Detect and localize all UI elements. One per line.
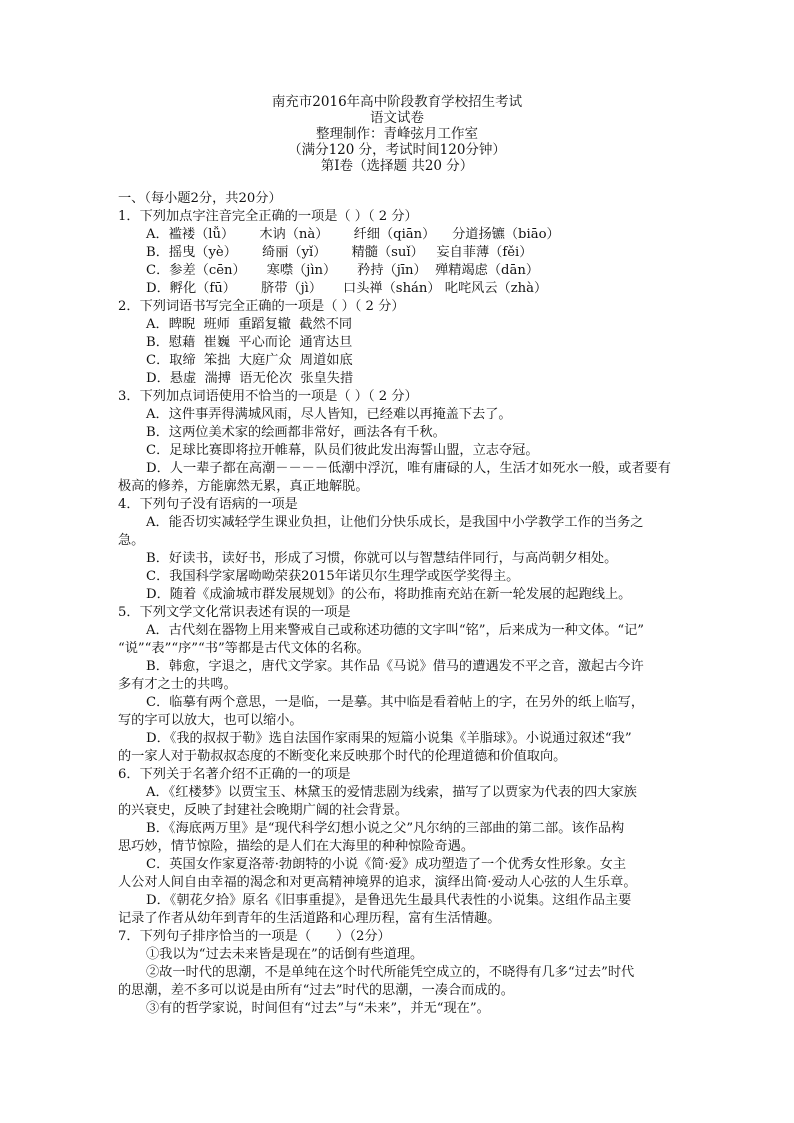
q7-sentence-1: ①我以为“过去未来皆是现在”的话倒有些道理。 [146, 947, 424, 962]
q4-option-d: D．随着《成渝城市群发展规划》的公布，将助推南充站在新一轮发展的起跑线上。 [146, 587, 632, 602]
q3-option-d-cont: 极高的修养，方能廓然无累，真正地解脱。 [118, 479, 369, 494]
q3-option-c: C．足球比赛即将拉开帷幕，队员们彼此发出海誓山盟，立志夺冠。 [146, 443, 539, 458]
q1-option-c: C．参差（cēn） 寒噤（jìn） 矜持（jīn） 殚精竭虑（dān） [146, 263, 540, 278]
q2-option-d: D．悬虚 湍搏 语无伦次 张皇失措 [146, 371, 354, 386]
q7-sentence-3: ③有的哲学家说，时间但有“过去”与“未来”，并无“现在”。 [146, 1001, 490, 1016]
q3-option-a: A．这件事弄得满城风雨，尽人皆知，已经难以再掩盖下去了。 [146, 407, 512, 422]
q6-option-c-cont: 人公对人间自由幸福的渴念和对更高精神境界的追求，演绎出简·爱动人心弦的人生乐章。 [118, 875, 637, 890]
q5-option-d: D．《我的叔叔于勒》选自法国作家雨果的短篇小说集《羊脂球》。小说通过叙述“我” [146, 731, 632, 746]
q3-option-d: D．人一辈子都在高潮－－－－低潮中浮沉，唯有庸碌的人，生活才如死水一般，或者要有 [146, 461, 671, 476]
exam-producer: 整理制作：青峰弦月工作室 [316, 126, 478, 142]
q6-option-b-cont: 思巧妙，情节惊险，描绘的是人们在大海里的种种惊险奇遇。 [118, 839, 475, 854]
q2-option-b: B．慰藉 崔巍 平心而论 通宵达旦 [146, 335, 353, 350]
q6-option-d-cont: 记录了作者从幼年到青年的生活道路和心理历程，富有生活情趣。 [118, 911, 501, 926]
exam-subject: 语文试卷 [370, 110, 424, 126]
q5-option-a-cont: “说”“表”“序”“书”等都是古代文体的名称。 [118, 641, 370, 656]
q3-option-b: B．这两位美术家的绘画都非常好，画法各有千秋。 [146, 425, 446, 440]
q6-option-a-cont: 的兴衰史，反映了封建社会晚期广阔的社会背景。 [118, 803, 409, 818]
q5-option-c: C．临摹有两个意思，一是临，一是摹。其中临是看着帖上的字，在另外的纸上临写， [146, 695, 645, 710]
exam-part: 第Ⅰ卷（选择题 共20 分） [320, 158, 474, 174]
q6-option-d: D．《朝花夕拾》原名《旧事重提》，是鲁迅先生最具代表性的小说集。这组作品主要 [146, 893, 632, 908]
q7-sentence-2: ②故一时代的思潮，不是单纯在这个时代所能凭空成立的，不晓得有几多“过去”时代 [146, 965, 635, 980]
question-5: 5．下列文学文化常识表述有误的一项是 [118, 605, 351, 620]
q7-sentence-2-cont: 的思潮，差不多可以说是由所有“过去”时代的思潮，一凑合而成的。 [118, 983, 514, 998]
exam-header [0, 94, 794, 174]
q4-option-a: A．能否切实减轻学生课业负担，让他们分快乐成长，是我国中小学教学工作的当务之 [146, 515, 644, 530]
question-3: 3．下列加点词语使用不恰当的一项是（ ）（ 2 分） [118, 389, 418, 404]
q1-option-a: A．褴褛（lǚ） 木讷（nà） 纤细（qiān） 分道扬镳（biāo） [146, 227, 560, 242]
q5-option-c-cont: 写的字可以放大，也可以缩小。 [118, 713, 303, 728]
q5-option-b-cont: 多有才之士的共鸣。 [118, 677, 237, 692]
q4-option-a-cont: 急。 [118, 533, 145, 548]
question-7: 7．下列句子排序恰当的一项是（ ）（2分） [118, 929, 391, 944]
q5-option-d-cont: 的一家人对于勒叔叔态度的不断变化来反映那个时代的伦理道德和价值取向。 [118, 749, 567, 764]
question-2: 2．下列词语书写完全正确的一项是（ ）（ 2 分） [118, 299, 405, 314]
q1-option-b: B．摇曳（yè） 绮丽（yǐ） 精髓（suǐ） 妄自菲薄（fěi） [146, 245, 533, 260]
q6-option-c: C．英国女作家夏洛蒂·勃朗特的小说《简·爱》成功塑造了一个优秀女性形象。女主 [146, 857, 627, 872]
q4-option-c: C．我国科学家屠呦呦荣获2015年诺贝尔生理学或医学奖得主。 [146, 569, 520, 584]
exam-title: 南充市2016年高中阶段教育学校招生考试 [271, 94, 523, 110]
question-4: 4．下列句子没有语病的一项是 [118, 497, 298, 512]
q6-option-b: B．《海底两万里》是“现代科学幻想小说之父”凡尔纳的三部曲的第二部。该作品构 [146, 821, 625, 836]
q6-option-a: A．《红楼梦》以贾宝玉、林黛玉的爱情悲剧为线索，描写了以贾家为代表的四大家族 [146, 785, 637, 800]
q4-option-b: B．好读书，读好书，形成了习惯，你就可以与智慧结伴同行，与高尚朝夕相处。 [146, 551, 618, 566]
q2-option-c: C．取缔 笨拙 大庭广众 周道如底 [146, 353, 353, 368]
section-heading: 一、（每小题2分，共20分） [118, 191, 282, 206]
exam-body [118, 190, 680, 1018]
q2-option-a: A．睥睨 班师 重蹈复辙 截然不同 [146, 317, 353, 332]
q5-option-a: A．古代刻在器物上用来警戒自己或称述功德的文字叫“铭”，后来成为一种文体。“记” [146, 623, 645, 638]
question-1: 1．下列加点字注音完全正确的一项是（ ）（ 2 分） [118, 209, 418, 224]
question-6: 6．下列关于名著介绍不正确的一的项是 [118, 767, 351, 782]
exam-info: （满分120 分，考试时间120分钟） [288, 142, 506, 158]
q1-option-d: D．孵化（fū） 脐带（jì） 口头禅（shán） 叱咤风云（zhà） [146, 281, 548, 296]
q5-option-b: B．韩愈，字退之，唐代文学家。其作品《马说》借马的遭遇发不平之音，激起古今许 [146, 659, 644, 674]
